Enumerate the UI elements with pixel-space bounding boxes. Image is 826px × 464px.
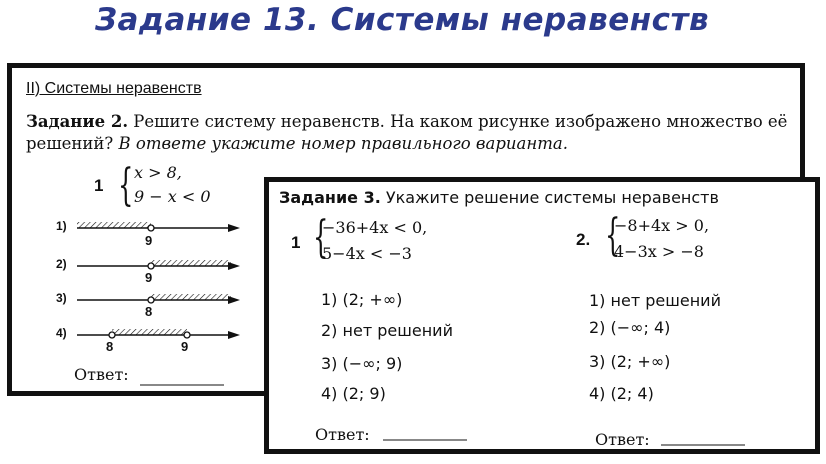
answer-label: Ответ: [74, 365, 129, 384]
option-1-4: 4) (2; 9) [321, 384, 386, 403]
answer-lines [269, 182, 815, 449]
answer-1-label: Ответ: [315, 425, 370, 444]
option-3-label: 3) [56, 291, 67, 305]
number-line-3 [77, 294, 240, 304]
option-1-1: 1) (2; +∞) [321, 290, 403, 309]
page-title: Задание 13. Системы неравенств [95, 2, 710, 38]
system-1-brace: { [313, 212, 329, 263]
option-4-tick-8: 8 [106, 339, 114, 354]
option-2-3: 3) (2; +∞) [589, 352, 671, 371]
answer-2-label: Ответ: [595, 430, 650, 449]
option-1-2: 2) нет решений [321, 321, 453, 340]
task-3-label: Задание 3. [279, 188, 381, 207]
system-1-number: 1 [291, 233, 301, 252]
task-3-text: Укажите решение системы неравенств [380, 188, 719, 207]
option-2-1: 1) нет решений [589, 291, 721, 310]
option-2-2: 2) (−∞; 4) [589, 318, 671, 337]
number-line-1 [77, 222, 240, 232]
system-2-line-1: −8+4x > 0, [614, 216, 710, 235]
option-4-label: 4) [56, 326, 67, 340]
task-2-body: Решите систему неравенств. На каком рисунке изображено множество её решений? [26, 112, 788, 153]
system-2-number: 2. [576, 230, 591, 249]
system-line-2: 9 − x < 0 [134, 187, 211, 206]
number-line-4 [77, 329, 240, 339]
system-number: 1 [94, 176, 104, 195]
option-2-4: 4) (2; 4) [589, 384, 654, 403]
option-1-tick: 9 [145, 233, 153, 248]
system-2-line-2: 4−3x > −8 [614, 242, 704, 261]
option-2-tick: 9 [145, 270, 153, 285]
option-1-3: 3) (−∞; 9) [321, 354, 403, 373]
option-4-tick-9: 9 [181, 339, 189, 354]
system-line-1: x > 8, [134, 163, 182, 182]
system-brace: { [118, 160, 134, 211]
system-2-brace: { [605, 210, 621, 261]
option-2-label: 2) [56, 257, 67, 271]
system-1-line-2: 5−4x < −3 [322, 244, 412, 263]
section-heading: II) Системы неравенств [26, 80, 202, 97]
system-1-line-1: −36+4x < 0, [322, 218, 428, 237]
option-1-label: 1) [56, 219, 67, 233]
task-2-instruction: В ответе укажите номер правильного варианта. [118, 134, 568, 153]
task-3-card [264, 177, 820, 454]
task-2-label: Задание 2. [26, 112, 129, 131]
option-3-tick: 8 [145, 304, 153, 319]
number-line-2 [77, 260, 240, 270]
